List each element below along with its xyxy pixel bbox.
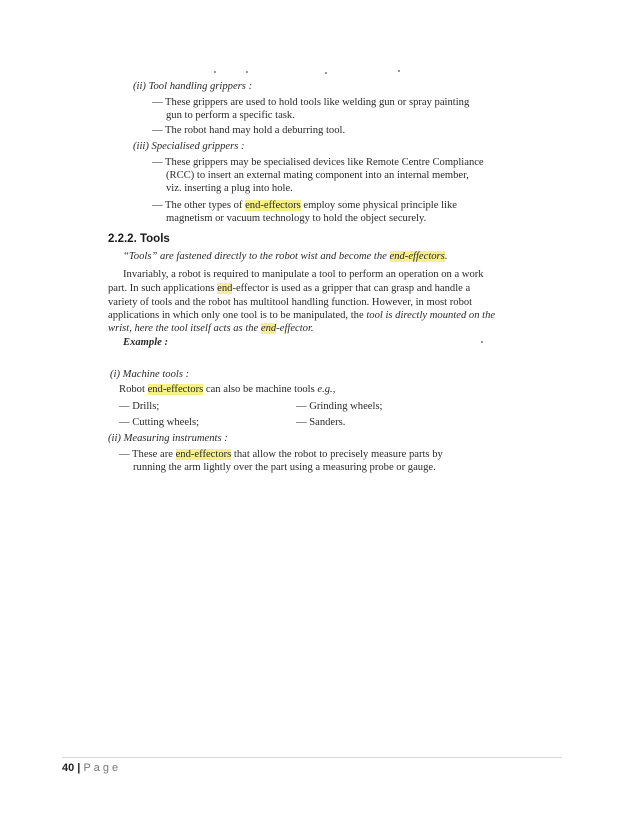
highlight: end-effectors <box>147 384 204 395</box>
measuring-title: (ii) Measuring instruments : <box>108 433 228 444</box>
page-label: Page <box>83 762 122 774</box>
machine-tool-item: — Drills; <box>119 401 160 412</box>
scan-speck <box>481 341 483 343</box>
paragraph-line-5: wrist, here the tool itself acts as the end-effector. <box>108 323 314 334</box>
highlight: end <box>260 323 277 334</box>
specialised-title: (iii) Specialised grippers : <box>133 141 245 152</box>
example-label: Example : <box>123 337 169 348</box>
highlight: end-effectors <box>245 200 301 211</box>
section-heading: 2.2.2. Tools <box>108 233 170 245</box>
specialised-bullet-1-line-3: viz. inserting a plug into hole. <box>166 183 293 194</box>
machine-tools-line: Robot end-effectors can also be machine tools e.g., <box>119 384 336 395</box>
measuring-line-2: running the arm lightly over the part using a measuring probe or gauge. <box>133 462 436 473</box>
specialised-bullet-1-line-2: (RCC) to insert an external mating component into an internal member, <box>166 170 469 181</box>
scan-speck <box>246 71 248 73</box>
machine-tool-item: — Sanders. <box>296 417 346 428</box>
page-footer: 40 | Page <box>62 762 122 774</box>
machine-tools-title: (i) Machine tools : <box>110 369 190 380</box>
page-number: 40 <box>62 762 75 774</box>
paragraph-line-4: applications in which only one tool is to be manipulated, the tool is directly mounted on the <box>108 310 496 321</box>
paragraph-line-3: variety of tools and the robot has multitool handling function. However, in most robot <box>108 297 473 308</box>
highlight: end-effectors <box>175 449 232 460</box>
tool-handling-title: (ii) Tool handling grippers : <box>133 81 253 92</box>
tool-handling-bullet-1-line-1: — These grippers are used to hold tools like welding gun or spray painting <box>152 97 470 108</box>
scan-speck <box>398 70 400 72</box>
paragraph-line-2: part. In such applications end-effector is used as a gripper that can grasp and handle a <box>108 283 471 294</box>
specialised-bullet-2-line-1: — The other types of end-effectors employ some physical principle like <box>152 200 457 211</box>
machine-tool-item: — Grinding wheels; <box>296 401 383 412</box>
measuring-line-1: — These are end-effectors that allow the robot to precisely measure parts by <box>119 449 443 460</box>
scan-speck <box>214 71 216 73</box>
paragraph-line-1: Invariably, a robot is required to manipulate a tool to perform an operation on a work <box>123 269 484 280</box>
highlight: end-effectors <box>389 251 445 262</box>
footer-rule <box>62 757 562 758</box>
specialised-bullet-1-line-1: — These grippers may be specialised devices like Remote Centre Compliance <box>152 157 484 168</box>
specialised-bullet-2-line-2: magnetism or vacuum technology to hold the object securely. <box>166 213 427 224</box>
tool-handling-bullet-2: — The robot hand may hold a deburring tool. <box>152 125 346 136</box>
tool-handling-bullet-1-line-2: gun to perform a specific task. <box>166 110 295 121</box>
scan-speck <box>325 72 327 74</box>
highlight: end <box>217 283 233 294</box>
machine-tool-item: — Cutting wheels; <box>119 417 200 428</box>
section-quote: “Tools” are fastened directly to the robot wist and become the end-effectors. <box>123 251 448 262</box>
